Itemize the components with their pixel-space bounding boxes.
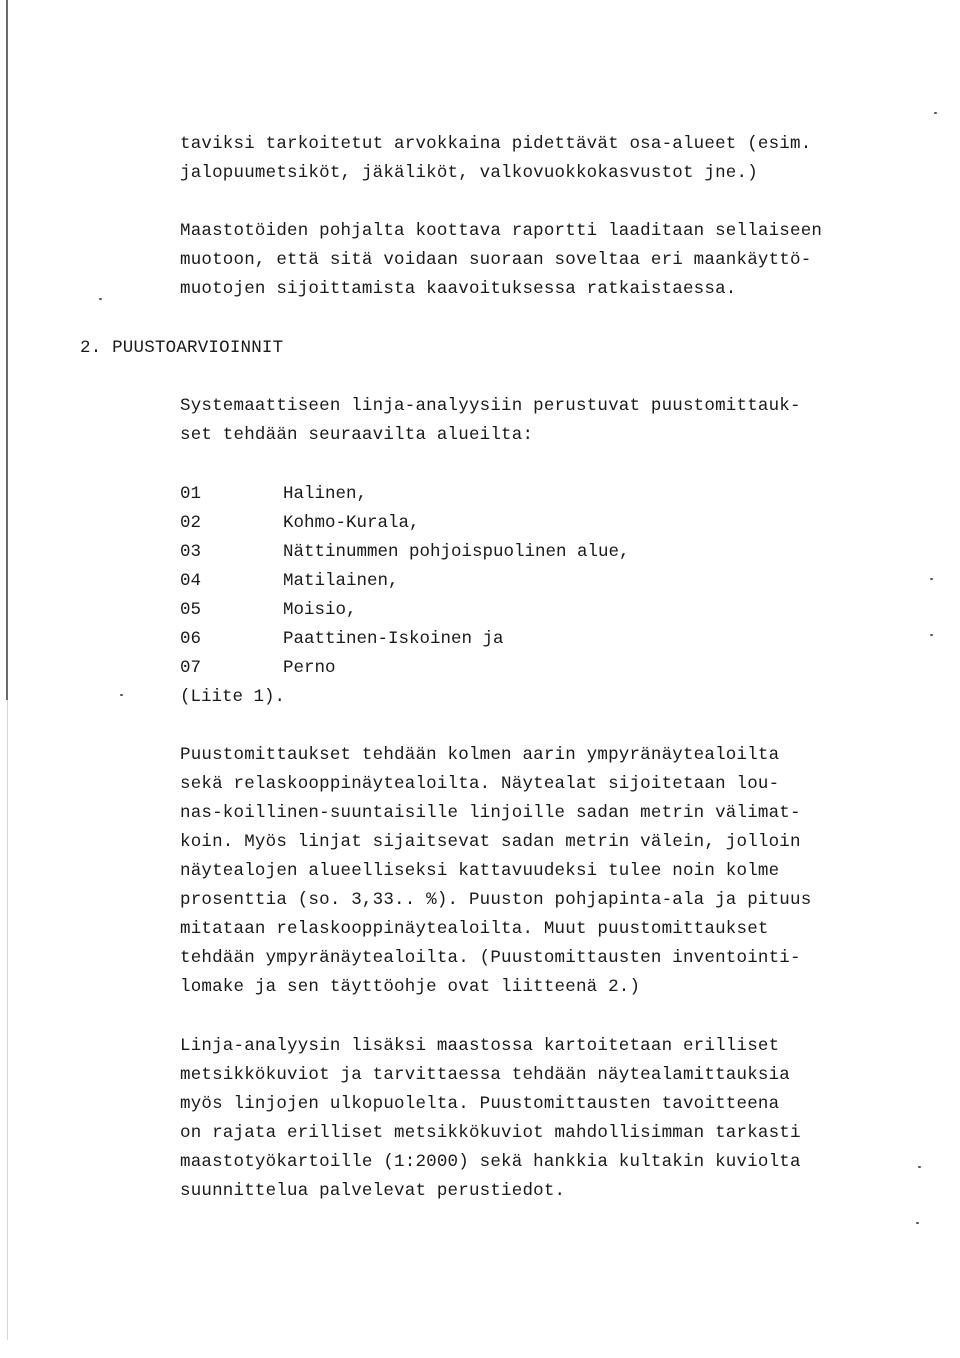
paragraph-3-line: Systemaattiseen linja-analyysiin perustuvat puustomittauk- (180, 396, 801, 416)
area-name: Moisio, (283, 600, 357, 620)
area-code: 02 (180, 513, 202, 533)
paragraph-4-line: tehdään ympyränäytealoilta. (Puustomittausten inventointi- (180, 948, 801, 968)
scan-speck (916, 1222, 919, 1224)
area-name: Matilainen, (283, 571, 399, 591)
area-code: 04 (180, 571, 202, 591)
area-name: Perno (283, 658, 336, 678)
paragraph-4-line: näytealojen alueelliseksi kattavuudeksi tulee noin kolme (180, 861, 780, 881)
paragraph-3-line: set tehdään seuraavilta alueilta: (180, 425, 534, 445)
paragraph-1-line: taviksi tarkoitetut arvokkaina pidettävät osa-alueet (esim. (180, 134, 812, 154)
scan-page-edge (6, 0, 8, 700)
scan-speck (120, 694, 123, 696)
paragraph-4-line: lomake ja sen täyttöohje ovat liitteenä 2.) (180, 977, 641, 997)
paragraph-2-line: muotoon, että sitä voidaan suoraan soveltaa eri maankäyttö- (180, 250, 812, 270)
area-code: 07 (180, 658, 202, 678)
area-name: Kohmo-Kurala, (283, 513, 420, 533)
area-code: 06 (180, 629, 202, 649)
paragraph-2-line: Maastotöiden pohjalta koottava raportti laaditaan sellaiseen (180, 221, 823, 241)
paragraph-5-line: myös linjojen ulkopuolelta. Puustomittausten tavoitteena (180, 1094, 780, 1114)
area-name: Paattinen-Iskoinen ja (283, 629, 504, 649)
paragraph-4-line: koin. Myös linjat sijaitsevat sadan metrin välein, jolloin (180, 832, 801, 852)
area-list-reference: (Liite 1). (180, 687, 286, 707)
paragraph-4-line: sekä relaskooppinäytealoilta. Näytealat sijoitetaan lou- (180, 774, 780, 794)
scan-speck (934, 112, 937, 114)
paragraph-2-line: muotojen sijoittamista kaavoituksessa ratkaistaessa. (180, 279, 737, 299)
paragraph-4-line: mitataan relaskooppinäytealoilta. Muut puustomittaukset (180, 919, 769, 939)
paragraph-4-line: Puustomittaukset tehdään kolmen aarin ympyränäytealoilta (180, 745, 780, 765)
area-code: 03 (180, 542, 202, 562)
area-name: Halinen, (283, 484, 368, 504)
paragraph-5-line: metsikkökuviot ja tarvittaessa tehdään näytealamittauksia (180, 1065, 790, 1085)
area-code: 01 (180, 484, 202, 504)
area-code: 05 (180, 600, 202, 620)
paragraph-5-line: maastotyökartoille (1:2000) sekä hankkia kultakin kuviolta (180, 1152, 801, 1172)
scan-speck (930, 578, 933, 580)
section-heading: 2. PUUSTOARVIOINNIT (80, 338, 284, 358)
paragraph-4-line: prosenttia (so. 3,33.. %). Puuston pohjapinta-ala ja pituus (180, 890, 812, 910)
paragraph-5-line: on rajata erilliset metsikkökuviot mahdollisimman tarkasti (180, 1123, 801, 1143)
paragraph-5-line: Linja-analyysin lisäksi maastossa kartoitetaan erilliset (180, 1036, 780, 1056)
area-name: Nättinummen pohjoispuolinen alue, (283, 542, 630, 562)
scan-page-edge-faint (7, 700, 8, 1340)
paragraph-1-line: jalopuumetsiköt, jäkäliköt, valkovuokkokasvustot jne.) (180, 163, 758, 183)
scan-speck (930, 634, 933, 636)
scan-speck (99, 298, 102, 300)
paragraph-4-line: nas-koillinen-suuntaisille linjoille sadan metrin välimat- (180, 803, 801, 823)
paragraph-5-line: suunnittelua palvelevat perustiedot. (180, 1181, 566, 1201)
scan-speck (918, 1166, 921, 1168)
